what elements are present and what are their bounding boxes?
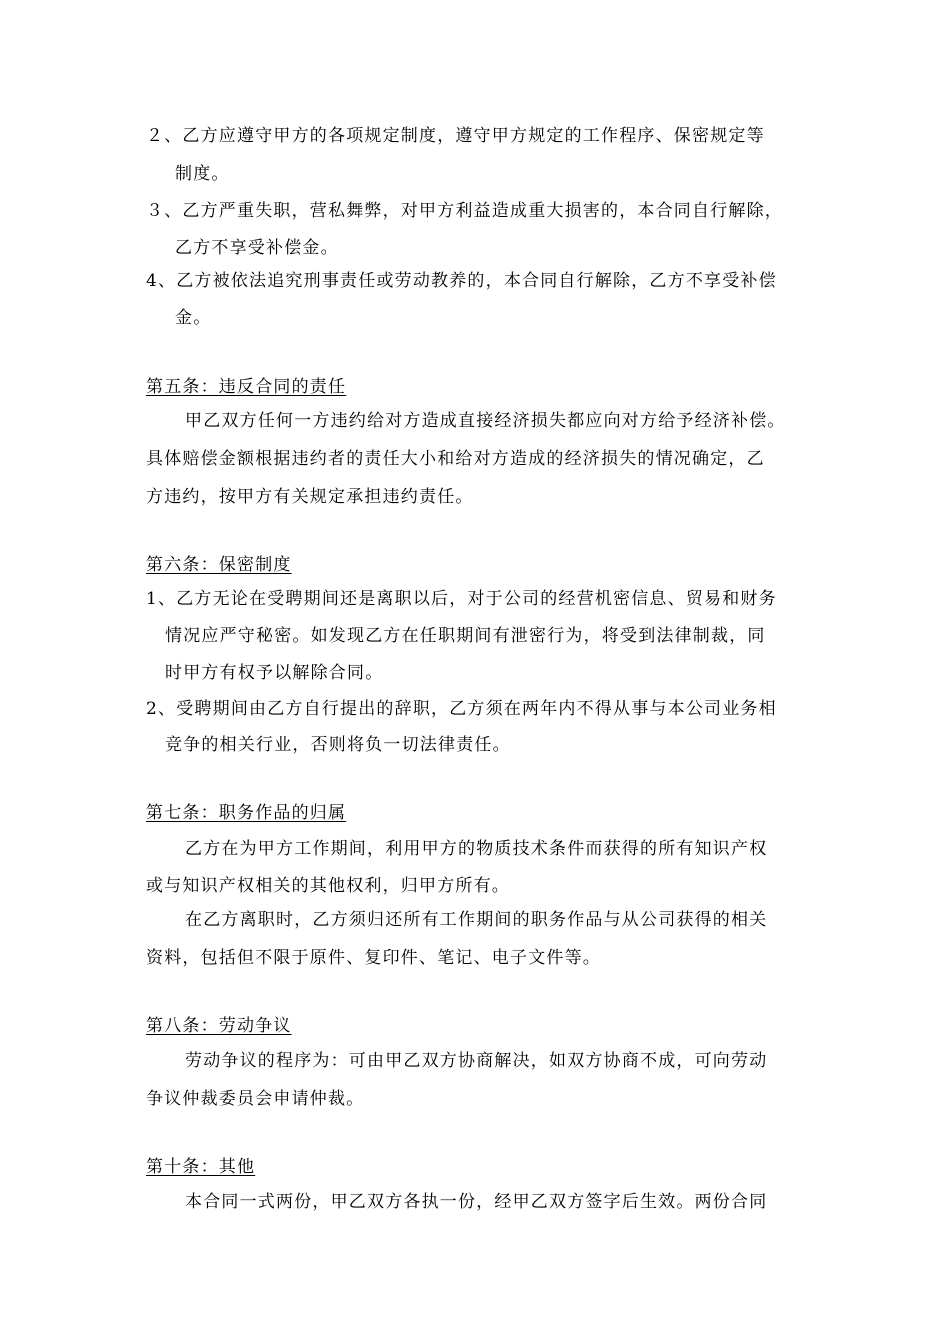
- clause-7-heading: 第七条：职务作品的归属: [146, 803, 347, 823]
- clause-6-item-2-line-1: 2、受聘期间由乙方自行提出的辞职，乙方须在两年内不得从事与本公司业务相: [146, 699, 777, 719]
- clause-6-item-2-line-2: 竞争的相关行业，否则将负一切法律责任。: [165, 735, 511, 755]
- clause-4-item-2-line-1: ２、乙方应遵守甲方的各项规定制度，遵守甲方规定的工作程序、保密规定等: [146, 126, 765, 146]
- clause-4-item-4-line-2: 金。: [175, 308, 212, 328]
- clause-7-paragraph-1-line-2: 或与知识产权相关的其他权利，归甲方所有。: [146, 876, 510, 896]
- clause-5-paragraph-line-2: 具体赔偿金额根据违约者的责任大小和给对方造成的经济损失的情况确定，乙: [146, 449, 765, 469]
- clause-5-paragraph-line-3: 方违约，按甲方有关规定承担违约责任。: [146, 487, 474, 507]
- clause-7-paragraph-1-line-1: 乙方在为甲方工作期间，利用甲方的物质技术条件而获得的所有知识产权: [185, 839, 768, 859]
- clause-4-item-4-line-1: 4、乙方被依法追究刑事责任或劳动教养的，本合同自行解除，乙方不享受补偿: [146, 271, 777, 291]
- clause-8-paragraph-line-2: 争议仲裁委员会申请仲裁。: [146, 1089, 365, 1109]
- clause-7-paragraph-2-line-2: 资料，包括但不限于原件、复印件、笔记、电子文件等。: [146, 948, 601, 968]
- clause-4-item-2-line-2: 制度。: [175, 164, 230, 184]
- clause-5-paragraph-line-1: 甲乙双方任何一方违约给对方造成直接经济损失都应向对方给予经济补偿。: [185, 411, 786, 431]
- clause-4-item-3-line-1: ３、乙方严重失职，营私舞弊，对甲方利益造成重大损害的，本合同自行解除，: [146, 201, 783, 221]
- clause-4-item-3-line-2: 乙方不享受补偿金。: [175, 238, 339, 258]
- clause-10-paragraph-line-1: 本合同一式两份，甲乙双方各执一份，经甲乙双方签字后生效。两份合同: [185, 1192, 768, 1212]
- clause-6-item-1-line-1: 1、乙方无论在受聘期间还是离职以后，对于公司的经营机密信息、贸易和财务: [146, 589, 777, 609]
- clause-6-item-1-line-3: 时甲方有权予以解除合同。: [165, 663, 384, 683]
- clause-8-paragraph-line-1: 劳动争议的程序为：可由甲乙双方协商解决，如双方协商不成，可向劳动: [185, 1051, 768, 1071]
- clause-10-heading: 第十条：其他: [146, 1157, 256, 1177]
- clause-6-heading: 第六条：保密制度: [146, 555, 292, 575]
- clause-8-heading: 第八条：劳动争议: [146, 1016, 292, 1036]
- clause-6-item-1-line-2: 情况应严守秘密。如发现乙方在任职期间有泄密行为，将受到法律制裁，同: [165, 626, 766, 646]
- clause-7-paragraph-2-line-1: 在乙方离职时，乙方须归还所有工作期间的职务作品与从公司获得的相关: [185, 910, 768, 930]
- clause-5-heading: 第五条：违反合同的责任: [146, 377, 347, 397]
